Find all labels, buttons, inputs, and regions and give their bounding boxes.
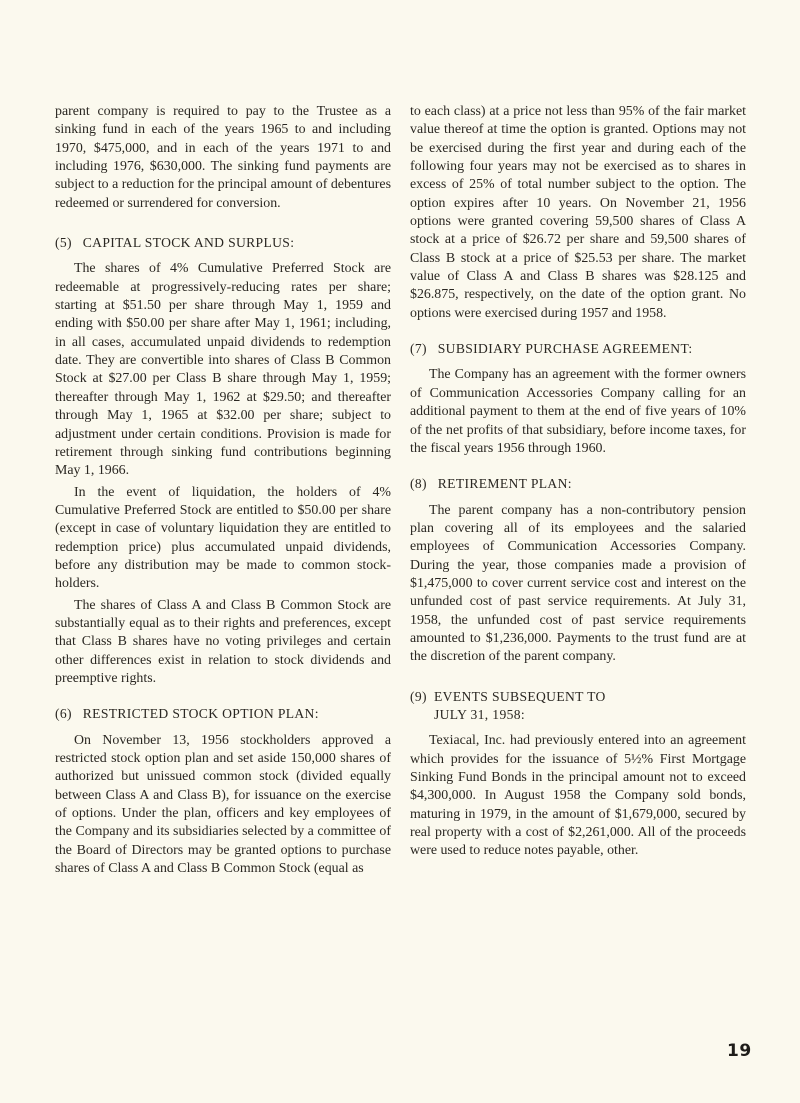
section-5-number: (5) — [55, 235, 72, 251]
section-9-heading — [410, 688, 746, 725]
continuation-paragraph: to each class) at a price not less than 95% of the fair market value thereof at time the option is granted. Options may not be exercised during the first year and during each of the following four years may not be exercised as to shares in excess of 25% of total number subject to the option. The option expires after 10 years. On November 21, 1956 options were granted covering 59,500 shares of Class A stock at a price of $26.72 per share and 59,500 shares of Class B stock at a price of $25.53 per share. The market value of Class A and Class B shares was $28.125 and $26.875, respectively, on the date of the option grant. No options were exercised during 1957 and 1958. — [410, 104, 746, 321]
section-7-heading — [410, 340, 746, 358]
section-9-paragraph-1: Texiacal, Inc. had previously entered into an agreement which provides for the issuance of 5½% First Mortgage Sinking Fund Bonds in the principal amount not to exceed $4,300,000. In August 1958 the Company sold bonds, maturing in 1979, in the amount of $1,679,000, secured by real property with a cost of $2,261,000. All of the proceeds were used to reduce notes payable, other. — [410, 733, 746, 859]
section-5-paragraph-3: The shares of Class A and Class B Common Stock are substantially equal as to their rights and preferences, except that Class B shares have no voting privileges and certain other differences exist in relation to stock dividends and preemptive rights. — [55, 597, 391, 686]
section-9-title-line-1: EVENTS SUBSEQUENT TO — [434, 688, 606, 704]
section-7-paragraph-1: The Company has an agreement with the former owners of Communication Accessories Company calling for an additional payment to them at the end of five years of 10% of the net profits of that subsidiary, before income taxes, for the fiscal years 1956 through 1960. — [410, 367, 746, 456]
page-number: 19 — [727, 1041, 752, 1061]
section-5-paragraph-2: In the event of liquidation, the holders of 4% Cumulative Preferred Stock are entitled to $50.00 per share (except in case of voluntary liquidation they are entitled to redemption price) plus accumulated unpaid dividends, before any distribution may be made to common stockholders. — [55, 484, 391, 592]
section-7-title: SUBSIDIARY PURCHASE AGREEMENT: — [437, 341, 693, 357]
right-column — [410, 103, 746, 861]
left-column — [55, 103, 391, 878]
section-7-number: (7) — [410, 341, 427, 357]
section-5-paragraph-1: The shares of 4% Cumulative Preferred Stock are redeemable at progressively-reducing rates per share; starting at $51.50 per share through May 1, 1959 and ending with $50.00 per share after May 1, 1961; including, in all cases, accumulated unpaid dividends to redemption date. They are convertible into shares of Class B Common Stock at $27.00 per Class B share through May 1, 1959; thereafter through May 1, 1962 at $29.50; and thereafter through May 1, 1965 at $32.00 per share; subject to adjustment under certain conditions. Provision is made for retirement through sinking fund contributions beginning May 1, 1966. — [55, 261, 391, 479]
section-6-title: RESTRICTED STOCK OPTION PLAN: — [82, 706, 319, 722]
section-9-title-line-2: JULY 31, 1958: — [434, 706, 526, 722]
intro-paragraph: parent company is required to pay to the Trustee as a sinking fund in each of the years 1965 to and including 1970, $475,000, and in each of the years 1971 to and including 1976, $630,000. The sinking fund payments are subject to a reduction for the principal amount of debentures redeemed or surrendered for conversion. — [55, 104, 391, 211]
section-6-number: (6) — [55, 706, 72, 722]
section-5-title: CAPITAL STOCK AND SURPLUS: — [82, 235, 295, 251]
section-9-number: (9) — [410, 688, 427, 704]
section-6-paragraph-1: On November 13, 1956 stockholders approved a restricted stock option plan and set aside 150,000 shares of authorized but unissued common stock (divided equally between Class A and Class B), for issuance on the exercise of options. Under the plan, officers and key employees of the Company and its subsidiaries selected by a committee of the Board of Directors may be granted options to purchase shares of Class A and Class B Common Stock (equal as — [55, 732, 391, 877]
section-5-heading — [55, 234, 391, 252]
section-6-heading — [55, 705, 391, 723]
section-8-number: (8) — [410, 476, 427, 492]
section-8-heading — [410, 475, 746, 493]
section-8-title: RETIREMENT PLAN: — [437, 476, 572, 492]
section-8-paragraph-1: The parent company has a non-contributory pension plan covering all of its employees and the salaried employees of Communication Accessories Company. During the year, those companies made a provision of $1,475,000 to cover current service cost and interest on the unfunded cost of past service requirements. At July 31, 1958, the unfunded cost of past service requirements amounted to $1,236,000. Payments to the trust fund are at the discretion of the parent company. — [410, 502, 746, 665]
